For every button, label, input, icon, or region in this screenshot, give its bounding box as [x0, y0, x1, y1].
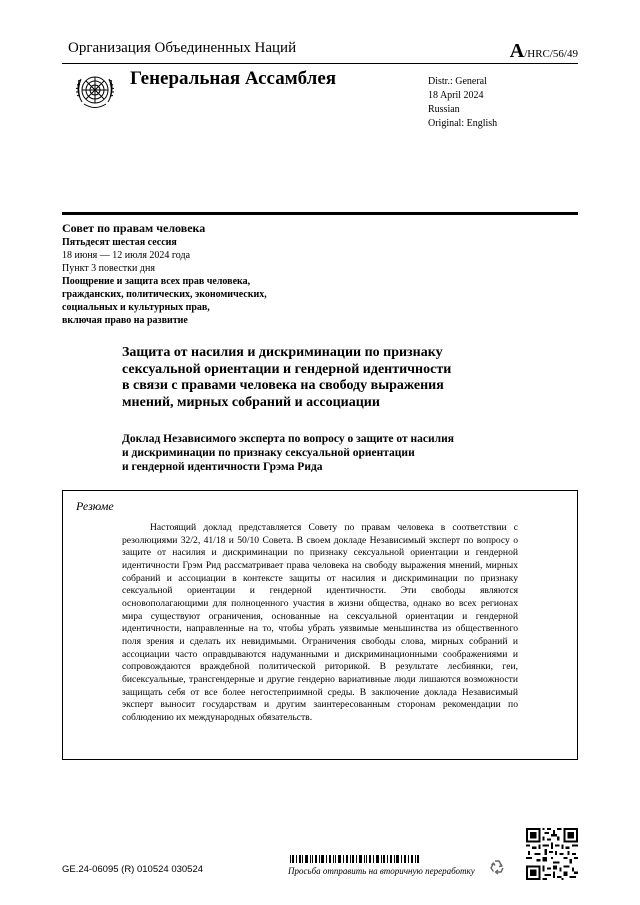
organization-name: Организация Объединенных Наций: [68, 40, 297, 56]
agenda-title-line: включая право на развитие: [62, 315, 188, 326]
distribution-info: [428, 75, 497, 131]
document-symbol-number: /HRC/56/49: [524, 48, 578, 60]
distr-line: Distr.: General: [428, 76, 487, 87]
agenda-title-line: Поощрение и защита всех прав человека,: [62, 276, 251, 287]
qr-code-icon: [526, 828, 578, 880]
report-title-line: Защита от насилия и дискриминации по признаку: [122, 345, 443, 360]
summary-label: Резюме: [76, 499, 114, 513]
barcode-icon: [290, 855, 420, 863]
session-dates: 18 июня — 12 июля 2024 года: [62, 250, 191, 261]
report-subtitle: [122, 432, 562, 474]
document-symbol: [510, 40, 578, 63]
session-info: [62, 222, 267, 327]
recycle-icon: [488, 858, 506, 876]
council-name: Совет по правам человека: [62, 221, 206, 235]
general-assembly-title: Генеральная Ассамблея: [130, 68, 337, 89]
agenda-item: Пункт 3 повестки дня: [62, 263, 155, 274]
report-subtitle-line: и гендерной идентичности Грэма Рида: [122, 461, 323, 473]
distr-language: Russian: [428, 104, 460, 115]
agenda-title-line: социальных и культурных прав,: [62, 302, 210, 313]
masthead-rule: [62, 212, 578, 215]
report-title-line: сексуальной ориентации и гендерной идентичности: [122, 361, 452, 377]
agenda-title-line: гражданских, политических, экономических,: [62, 289, 267, 300]
header-rule: [62, 63, 578, 64]
report-subtitle-line: Доклад Независимого эксперта по вопросу о защите от насилия: [122, 433, 454, 445]
document-symbol-letter: A: [509, 40, 525, 62]
report-title-line: в связи с правами человека на свободу выражения: [122, 378, 444, 393]
distr-date: 18 April 2024: [428, 90, 484, 101]
recycle-request: Просьба отправить на вторичную переработку: [288, 866, 475, 876]
summary-text: Настоящий доклад представляется Совету по правам человека в соответствии с резолюциями 32/2, 41/18 и 50/10 Совета. В своем докладе Независимый эксперт по вопросу о защите от насилия и дискриминации по признаку сексуальной ориентации и гендерной идентичности Грэм Рид рассматривает права человека на свободу выражения мнений, мирных собраний и ассоциации в контексте защиты от насилия и дискриминации по признаку сексуальной ориентации и гендерной идентичности. Эти свободы являются основополагающими для полноценного участия в жизни общества, однако во всех регионах мира существуют ограничения, основанные на сексуальной ориентации и гендерной идентичности, направленные на то, чтобы убрать уязвимые меньшинства из общественного поля зрения и сделать их невидимыми. Ограничения свободы слова, мирных собраний и ассоциации часто оправдываются надуманными и дискриминационными соображениями и сопровождаются враждебной политической риторикой. В результате лесбиянки, геи, бисексуальные, трансгендерные и другие гендерно вариативные люди лишаются возможности защищать себя от все более негостеприимной среды. В заключение доклада Независимый эксперт выносит государствам и другим заинтересованным сторонам рекомендации по соблюдению их международных обязательств.: [122, 522, 518, 723]
job-code: GE.24-06095 (R) 010524 030524: [62, 864, 204, 875]
session-name: Пятьдесят шестая сессия: [62, 237, 177, 248]
report-title-line: мнений, мирных собраний и ассоциации: [122, 394, 380, 410]
un-emblem-icon: [72, 68, 118, 114]
report-title: [122, 345, 552, 411]
distr-original: Original: English: [428, 118, 498, 129]
report-subtitle-line: и дискриминации по признаку сексуальной ориентации: [122, 447, 415, 459]
